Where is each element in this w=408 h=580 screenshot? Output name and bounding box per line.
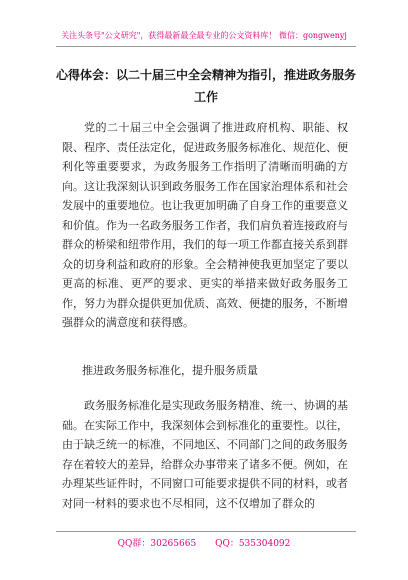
footer [0,536,408,549]
footer-qq-group: QQ群：30265665 [117,539,197,549]
footer-divider [56,531,356,532]
document-title: 心得体会：以二十届三中全会精神为指引，推进政务服务工作 [56,68,357,104]
section-heading: 推进政务服务标准化，提升服务质量 [82,364,258,377]
paragraph-1: 党的二十届三中全会强调了推进政府机构、职能、权限、程序、责任法定化，促进政务服务标准化、规范化、便利化等重要要求，为政务服务工作指明了清晰而明确的方向。这让我深刻认识到政务服务工作在国家治理体系和社会发展中的重要地位。也让我更加明确了自身工作的重要意义和价值。作为一名政务服务工作者，我们肩负着连接政府与群众的桥梁和纽带作用，我们的每一项工作都直接关系到群众的切身利益和政府的形象。全会精神使我更加坚定了要以更高的标准、更严的要求、更实的举措来做好政务服务工作，努力为群众提供更加优质、高效、便捷的服务，不断增强群众的满意度和获得感。 [62,121,348,329]
header-divider [56,46,356,47]
footer-qq: QQ：535304092 [215,539,291,549]
paragraph-2: 政务服务标准化是实现政务服务精准、统一、协调的基础。在实际工作中，我深刻体会到标准化的重要性。以往，由于缺乏统一的标准，不同地区、不同部门之间的政务服务存在着较大的差异，给群众办事带来了诸多不便。例如，在办理某些证件时，不同窗口可能要求提供不同的材料，或者对同一材料的要求也不尽相同，这不仅增加了群众的 [62,399,348,510]
header-note: 关注头条号"公文研究"，获得最新最全最专业的公文资料库！ 微信：gongwenyj [61,31,347,40]
